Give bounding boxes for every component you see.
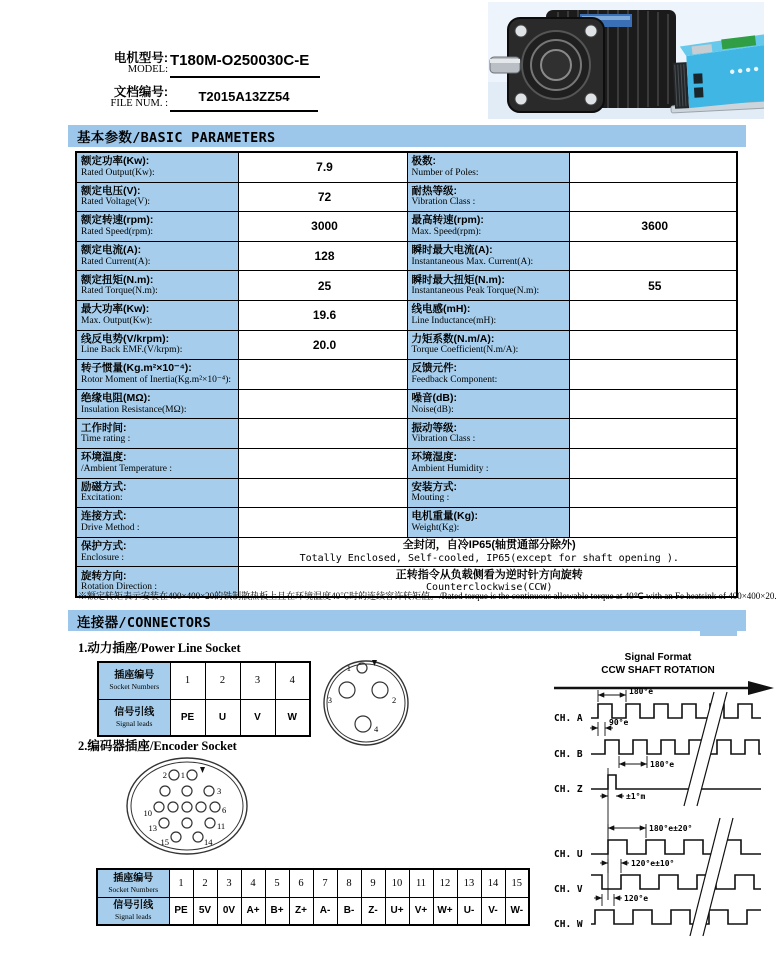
param-value-left: 128 <box>238 241 407 271</box>
param-value-left <box>238 508 407 538</box>
param-value-left <box>238 389 407 419</box>
signal-lead-cell: V- <box>481 897 505 925</box>
signal-lead-cell: 0V <box>217 897 241 925</box>
parameter-row <box>76 419 737 449</box>
param-label-right <box>407 241 569 271</box>
waveform-ch-v <box>591 875 761 889</box>
param-label-left <box>76 448 238 478</box>
model-label-en: MODEL: <box>127 64 168 75</box>
socket-number-cell: 4 <box>275 662 310 699</box>
param-value-right <box>569 448 737 478</box>
param-label-zh: 噪音(dB): <box>411 392 457 405</box>
param-label-right <box>407 330 569 360</box>
channel-label: CH. W <box>554 919 583 930</box>
parameter-row <box>76 330 737 360</box>
param-label-left <box>76 182 238 212</box>
param-value-right <box>569 152 737 182</box>
param-label-left <box>76 419 238 449</box>
dim-180e-a: 180°e <box>629 687 654 696</box>
dim-180e-b: 180°e <box>650 760 675 769</box>
param-label-en: Drive Method : <box>81 522 140 533</box>
param-value-left <box>238 478 407 508</box>
pin-label: 6 <box>222 805 227 815</box>
signal-leads-label-en: Signal leads <box>116 718 153 728</box>
param-label-en: Mouting : <box>411 493 450 504</box>
signal-lead-cell: W+ <box>433 897 457 925</box>
param-label-zh: 瞬时最大扭矩(N.m): <box>411 273 505 286</box>
param-label-zh: 线反电势(V/krpm): <box>81 332 170 345</box>
dim-120e: 120°e <box>624 894 649 903</box>
signal-leads-label-en: Signal leads <box>115 912 152 922</box>
socket-number-cell: 9 <box>361 869 385 897</box>
param-label-zh: 极数: <box>411 155 436 168</box>
pin-2 <box>372 682 388 698</box>
param-value-left <box>238 360 407 390</box>
socket-number-row <box>97 869 529 897</box>
param-label-zh: 最高转速(rpm): <box>411 214 484 227</box>
enclosure-value <box>238 537 737 567</box>
key-marker-icon <box>200 767 205 773</box>
param-value-right <box>569 508 737 538</box>
encoder-socket-diagram <box>100 750 275 862</box>
parameter-row <box>76 300 737 330</box>
param-label-right <box>407 182 569 212</box>
signal-lead-cell: U+ <box>385 897 409 925</box>
param-label-left <box>76 360 238 390</box>
signal-leads-label-zh: 信号引线 <box>114 706 155 718</box>
dim-90e: 90°e <box>609 718 629 727</box>
dim-180e-20: 180°e±20° <box>649 824 693 833</box>
channel-label: CH. U <box>554 849 583 860</box>
param-value-right: 55 <box>569 271 737 301</box>
signal-lead-cell: PE <box>170 699 205 736</box>
param-label-en: Rated Output(Kw): <box>81 167 155 178</box>
param-value-left: 19.6 <box>238 300 407 330</box>
param-label-en: Rotor Moment of Inertia(Kg.m²×10⁻⁴): <box>81 374 232 385</box>
signal-format-diagram <box>546 648 778 948</box>
param-label-zh: 环境湿度: <box>411 451 457 464</box>
param-label-en: Ambient Humidity : <box>411 463 489 474</box>
socket-number-cell: 3 <box>217 869 241 897</box>
model-label-zh: 电机型号: <box>113 51 168 65</box>
param-label-zh: 绝缘电阻(MΩ): <box>81 392 151 405</box>
channel-label: CH. A <box>554 713 583 724</box>
pin-3 <box>339 682 355 698</box>
socket-number-cell: 4 <box>241 869 265 897</box>
param-label-en: Noise(dB): <box>411 404 454 415</box>
param-label-left <box>76 212 238 242</box>
socket-numbers-label-en: Socket Numbers <box>109 682 160 692</box>
file-number-value: T2015A13ZZ54 <box>170 84 318 112</box>
param-label-zh: 额定功率(Kw): <box>81 155 150 168</box>
socket-number-cell: 5 <box>265 869 289 897</box>
socket-numbers-label-zh: 插座编号 <box>113 872 154 884</box>
param-value-right <box>569 478 737 508</box>
encoder-socket-title: 2.编码器插座/Encoder Socket <box>78 739 237 753</box>
param-label-en: Rotation Direction : <box>81 582 157 593</box>
signal-title: Signal Format <box>624 652 692 663</box>
param-label-right <box>407 448 569 478</box>
parameter-row <box>76 360 737 390</box>
pin-4 <box>355 716 371 732</box>
param-label-right <box>407 419 569 449</box>
basic-parameters-header: 基本参数/BASIC PARAMETERS <box>68 125 746 147</box>
parameter-row <box>76 212 737 242</box>
signal-lead-cell: PE <box>169 897 193 925</box>
param-label-zh: 振动等级: <box>411 421 457 434</box>
param-label-zh: 耐热等级: <box>411 184 457 197</box>
signal-lead-cell: B+ <box>265 897 289 925</box>
param-value-right <box>569 389 737 419</box>
pin-label: 2 <box>162 770 167 780</box>
basic-parameters-table <box>75 151 738 598</box>
param-label-en: Line Inductance(mH): <box>411 315 497 326</box>
pin-label: 2 <box>392 695 397 705</box>
motor-illustration <box>490 10 676 112</box>
param-label-left <box>76 330 238 360</box>
param-label-left <box>76 271 238 301</box>
param-value-right <box>569 182 737 212</box>
signal-lead-cell: Z+ <box>289 897 313 925</box>
signal-lead-row <box>97 897 529 925</box>
rotation-value-en: Counterclockwise(CCW) <box>426 582 553 594</box>
param-label-zh: 额定转速(rpm): <box>81 214 154 227</box>
param-value-left: 3000 <box>238 212 407 242</box>
parameter-row <box>76 389 737 419</box>
parameter-row <box>76 508 737 538</box>
param-label-en: Weight(Kg): <box>411 522 460 533</box>
dim-120e-10: 120°e±10° <box>631 859 675 868</box>
signal-lead-cell: V+ <box>409 897 433 925</box>
param-value-right <box>569 300 737 330</box>
file-label-zh: 文档编号: <box>113 85 168 99</box>
param-label-zh: 线电感(mH): <box>411 303 471 316</box>
param-label-en: Enclosure : <box>81 552 125 563</box>
param-label-en: Instantaneous Peak Torque(N.m): <box>411 286 540 297</box>
param-label-en: Vibration Class : <box>411 197 476 208</box>
socket-number-cell: 11 <box>409 869 433 897</box>
model-value: T180M-O250030C-E <box>170 46 320 78</box>
param-value-left <box>238 448 407 478</box>
socket-number-cell: 1 <box>169 869 193 897</box>
power-socket-table <box>97 661 311 737</box>
param-label-right <box>407 389 569 419</box>
socket-number-cell: 2 <box>205 662 240 699</box>
param-label-en: Instantaneous Max. Current(A): <box>411 256 534 267</box>
signal-lead-cell: A+ <box>241 897 265 925</box>
param-label-zh: 工作时间: <box>81 421 127 434</box>
param-label-zh: 反馈元件: <box>411 362 457 375</box>
param-label-en: Insulation Resistance(MΩ): <box>81 404 187 415</box>
socket-number-cell: 14 <box>481 869 505 897</box>
socket-number-row <box>98 662 310 699</box>
pin-label: 4 <box>374 724 379 734</box>
param-label-left <box>76 300 238 330</box>
socket-number-cell: 15 <box>505 869 529 897</box>
pin-label: 3 <box>217 786 222 796</box>
socket-number-cell: 2 <box>193 869 217 897</box>
signal-lead-cell: Z- <box>361 897 385 925</box>
param-label-zh: 旋转方向: <box>81 569 127 582</box>
rated-torque-note: ※额定转矩表示安装在400×400×20的铁制散热板上且在环境温度40℃时的连续容许转矩值。/Rated torque is the continuous allowable torque at 40℃ with an Fe heatsink of 400×400×20. <box>78 591 777 601</box>
enclosure-value-zh: 全封闭，自冷IP65(轴贯通部分除外) <box>402 539 576 552</box>
socket-number-cell: 6 <box>289 869 313 897</box>
socket-number-cell: 8 <box>337 869 361 897</box>
param-label-zh: 安装方式: <box>411 480 457 493</box>
signal-lead-cell: U- <box>457 897 481 925</box>
socket-number-cell: 12 <box>433 869 457 897</box>
signal-lead-cell: B- <box>337 897 361 925</box>
parameter-row <box>76 448 737 478</box>
param-label-right <box>407 300 569 330</box>
param-label-zh: 环境温度: <box>81 451 127 464</box>
pin-label: 13 <box>148 823 157 833</box>
power-socket-diagram <box>318 650 428 750</box>
power-socket-title: 1.动力插座/Power Line Socket <box>78 641 241 655</box>
waveform-ch-z <box>591 775 761 789</box>
param-label-en: Number of Poles: <box>411 167 479 178</box>
param-label-en: Line Back EMF.(V/krpm): <box>81 345 183 356</box>
pin-label: 14 <box>204 837 213 847</box>
param-label-left <box>76 241 238 271</box>
waveform-ch-u <box>591 840 761 854</box>
param-label-zh: 电机重量(Kg): <box>411 510 478 523</box>
param-value-left <box>238 419 407 449</box>
signal-leads-label-zh: 信号引线 <box>113 900 154 912</box>
connectors-header-step <box>700 631 737 636</box>
dim-plusminus-1m: ±1°m <box>626 792 646 801</box>
param-label-en: Rated Torque(N.m): <box>81 286 158 297</box>
param-label-left <box>76 152 238 182</box>
signal-lead-cell: A- <box>313 897 337 925</box>
param-label-zh: 瞬时最大电流(A): <box>411 244 493 257</box>
signal-subtitle: CCW SHAFT ROTATION <box>601 665 715 676</box>
channel-label: CH. B <box>554 749 583 760</box>
param-label-zh: 转子惯量(Kg.m²×10⁻⁴): <box>81 362 192 375</box>
param-label-zh: 额定电流(A): <box>81 244 142 257</box>
channel-label: CH. V <box>554 884 583 895</box>
param-label-en: Feedback Component: <box>411 374 498 385</box>
param-label-zh: 连接方式: <box>81 510 127 523</box>
param-label-en: Vibration Class : <box>411 434 476 445</box>
product-photo <box>488 2 764 119</box>
param-label-right <box>407 212 569 242</box>
signal-lead-cell: W <box>275 699 310 736</box>
pin-label: 15 <box>160 837 169 847</box>
channel-label: CH. Z <box>554 784 583 795</box>
rotation-arrowhead-icon <box>748 681 774 695</box>
param-value-right <box>569 360 737 390</box>
param-label-en: Max. Speed(rpm): <box>411 226 482 237</box>
socket-numbers-label-en: Socket Numbers <box>108 884 159 894</box>
param-label-zh: 额定扭矩(N.m): <box>81 273 154 286</box>
param-label-en: Time rating : <box>81 434 131 445</box>
param-value-right <box>569 330 737 360</box>
param-value-right: 3600 <box>569 212 737 242</box>
parameter-row <box>76 152 737 182</box>
signal-lead-row <box>98 699 310 736</box>
param-label-zh: 额定电压(V): <box>81 184 141 197</box>
socket-number-cell: 7 <box>313 869 337 897</box>
param-label-en: Rated Voltage(V): <box>81 197 151 208</box>
waveform-ch-a <box>591 704 761 718</box>
param-label-en: Excitation: <box>81 493 123 504</box>
file-label-en: FILE NUM. : <box>110 98 168 109</box>
parameter-row <box>76 182 737 212</box>
encoder-pins <box>154 770 220 842</box>
rotation-value-zh: 正转指令从负载侧看为逆时针方向旋转 <box>395 568 583 581</box>
waveform-ch-w <box>591 910 761 924</box>
param-label-zh: 最大功率(Kw): <box>81 303 150 316</box>
parameter-row <box>76 241 737 271</box>
socket-number-cell: 1 <box>170 662 205 699</box>
param-label-right <box>407 271 569 301</box>
param-value-left: 25 <box>238 271 407 301</box>
param-label-right <box>407 478 569 508</box>
param-label-left <box>76 508 238 538</box>
param-label-left <box>76 478 238 508</box>
param-label-zh: 保护方式: <box>81 540 127 553</box>
signal-lead-cell: W- <box>505 897 529 925</box>
enclosure-value-en: Totally Enclosed, Self-cooled, IP65(except for shaft opening ). <box>299 552 679 564</box>
socket-number-cell: 3 <box>240 662 275 699</box>
pin-label: 3 <box>327 695 332 705</box>
socket-number-cell: 13 <box>457 869 481 897</box>
pin-label: 1 <box>180 770 185 780</box>
param-label-right <box>407 360 569 390</box>
signal-lead-cell: V <box>240 699 275 736</box>
param-value-left: 72 <box>238 182 407 212</box>
pin-label: 1 <box>346 663 351 673</box>
param-label-zh: 励磁方式: <box>81 480 127 493</box>
param-label-en: /Ambient Temperature : <box>81 463 172 474</box>
param-label-right <box>407 152 569 182</box>
param-value-right <box>569 241 737 271</box>
enclosure-row <box>76 537 737 567</box>
parameter-row <box>76 478 737 508</box>
param-label-left <box>76 389 238 419</box>
signal-lead-cell: 5V <box>193 897 217 925</box>
parameter-row <box>76 271 737 301</box>
param-value-left: 7.9 <box>238 152 407 182</box>
pin-label: 11 <box>217 821 226 831</box>
pin-label: 10 <box>143 808 152 818</box>
param-label-en: Rated Current(A): <box>81 256 151 267</box>
signal-lead-cell: U <box>205 699 240 736</box>
param-label-right <box>407 508 569 538</box>
encoder-socket-table <box>96 868 530 926</box>
param-label-en: Rated Speed(rpm): <box>81 226 154 237</box>
socket-number-cell: 10 <box>385 869 409 897</box>
socket-numbers-label-zh: 插座编号 <box>114 670 155 682</box>
param-value-right <box>569 419 737 449</box>
param-label-en: Max. Output(Kw): <box>81 315 153 326</box>
param-label-en: Torque Coefficient(N.m/A): <box>411 345 519 356</box>
waveform-ch-b <box>591 740 761 754</box>
param-label-zh: 力矩系数(N.m/A): <box>411 332 495 345</box>
connectors-header: 连接器/CONNECTORS <box>68 610 746 631</box>
param-value-left: 20.0 <box>238 330 407 360</box>
